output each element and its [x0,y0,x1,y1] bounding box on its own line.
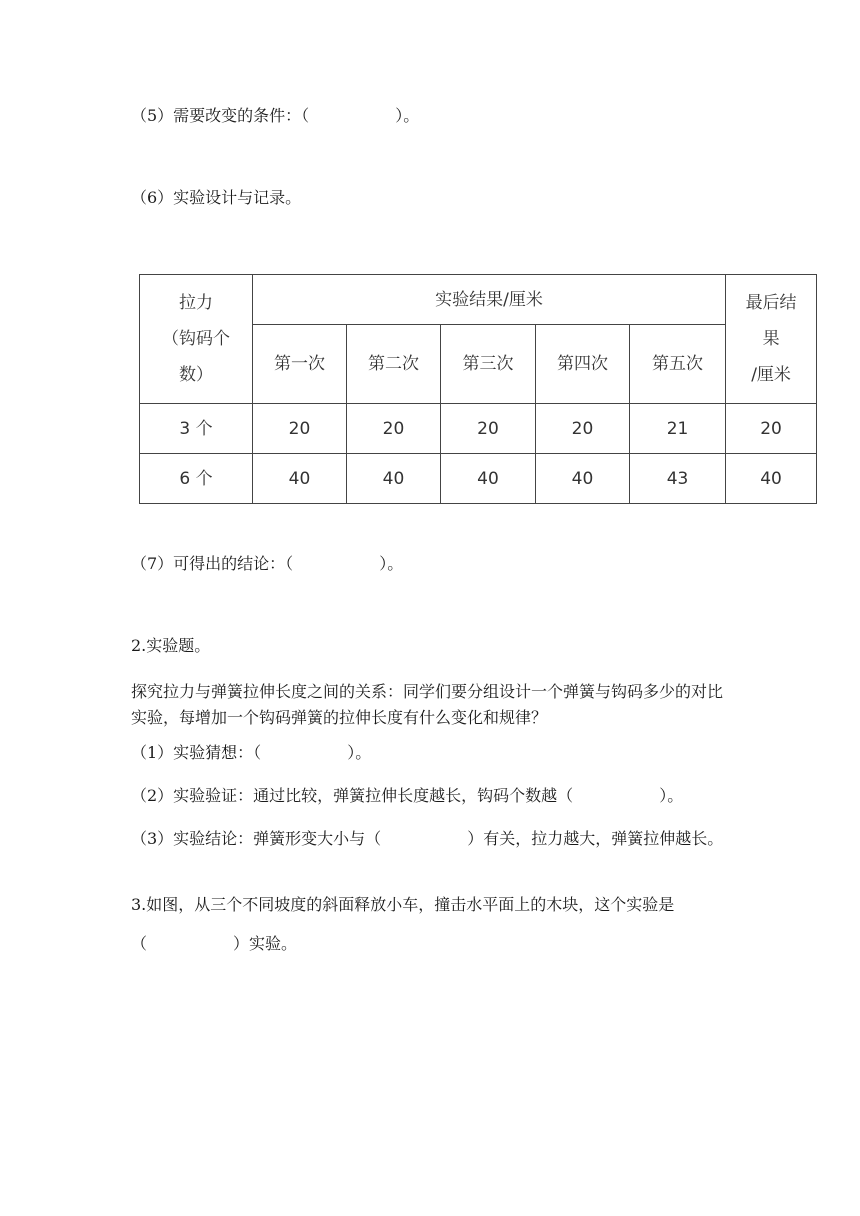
header-force [140,275,253,404]
q2-item-2-suffix: ）。 [659,786,684,805]
q2-item-3-prefix: （3）实验结论：弹簧形变大小与（ [131,829,382,848]
table-cell: 20 [253,404,347,454]
q2-item-3 [131,826,725,852]
table-cell: 40 [347,454,441,504]
header-trial-4: 第四次 [536,325,630,404]
item-7 [131,552,403,576]
question-2-heading: 2.实验题。 [131,636,211,655]
q3-blank-prefix: （ [131,934,148,953]
table-cell: 40 [253,454,347,504]
row-force: 6 个 [140,454,253,504]
question-3-blank-line [131,932,297,956]
header-trial-5: 第五次 [630,325,726,404]
header-force-line3: 数） [179,365,213,385]
row-final: 20 [726,404,817,454]
q2-item-1-prefix: （1）实验猜想：（ [131,743,262,762]
item-7-prefix: （7）可得出的结论：（ [131,554,294,573]
header-final-line2: 果 [762,329,780,349]
table-cell: 20 [347,404,441,454]
header-final [726,275,817,404]
header-final-line1: 最后结 [745,293,797,313]
header-trial-1: 第一次 [253,325,347,404]
table-cell: 21 [630,404,726,454]
question-2-intro: 探究拉力与弹簧拉伸长度之间的关系：同学们要分组设计一个弹簧与钩码多少的对比实验，每增加一个钩码弹簧的拉伸长度有什么变化和规律？ [131,682,724,727]
item-5-prefix: （5）需要改变的条件：（ [131,106,310,125]
item-7-suffix: ）。 [379,554,404,573]
table-cell: 40 [536,454,630,504]
table-cell: 40 [441,454,536,504]
q3-blank-suffix: ）实验。 [233,934,298,953]
table-row [140,454,817,504]
q2-item-2-prefix: （2）实验验证：通过比较，弹簧拉伸长度越长，钩码个数越（ [131,786,574,805]
question-3-text: 3.如图，从三个不同坡度的斜面释放小车，撞击水平面上的木块，这个实验是 [131,895,675,914]
item-6: （6）实验设计与记录。 [131,188,302,207]
header-trial-3: 第三次 [441,325,536,404]
row-force: 3 个 [140,404,253,454]
q2-item-3-suffix: ）有关，拉力越大，弹簧拉伸越长。 [467,829,724,848]
q2-item-2 [131,784,683,808]
item-5-suffix: ）。 [395,106,420,125]
header-results: 实验结果/厘米 [253,275,726,325]
table-cell: 20 [536,404,630,454]
header-final-line3: /厘米 [751,365,791,385]
q2-item-1-suffix: ）。 [347,743,372,762]
row-final: 40 [726,454,817,504]
item-5 [131,104,419,128]
table-cell: 43 [630,454,726,504]
experiment-record-table [139,274,817,504]
table-cell: 20 [441,404,536,454]
header-force-line1: 拉力 [179,293,213,313]
table-row [140,404,817,454]
header-trial-2: 第二次 [347,325,441,404]
header-force-line2: （钩码个 [162,329,230,349]
q2-item-1 [131,741,371,765]
